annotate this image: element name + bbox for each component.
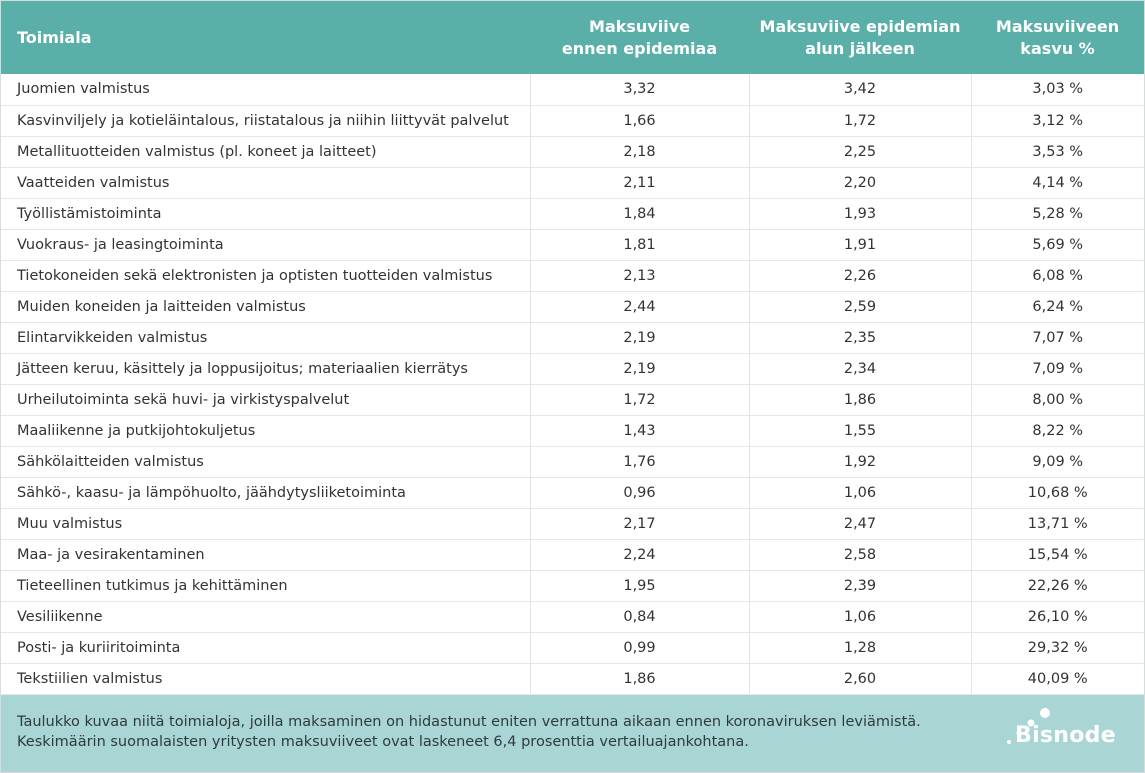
cell-before: 2,24 [530,539,749,570]
cell-growth: 8,00 % [971,384,1144,415]
cell-growth: 6,08 % [971,260,1144,291]
cell-before: 2,44 [530,291,749,322]
cell-after: 1,91 [749,229,971,260]
cell-toimiala: Kasvinviljely ja kotieläintalous, riistatalous ja niihin liittyvät palvelut [1,105,530,136]
cell-after: 1,93 [749,198,971,229]
table-row [1,384,1144,415]
cell-after: 1,55 [749,415,971,446]
cell-before: 0,96 [530,477,749,508]
header-before-line2: ennen epidemiaa [561,38,718,58]
cell-before: 1,81 [530,229,749,260]
header-before [530,1,749,74]
cell-before: 2,13 [530,260,749,291]
table-body [1,74,1144,694]
cell-toimiala: Maaliikenne ja putkijohtokuljetus [1,415,530,446]
cell-growth: 22,26 % [971,570,1144,601]
cell-growth: 5,28 % [971,198,1144,229]
cell-toimiala: Vesiliikenne [1,601,530,632]
cell-before: 1,76 [530,446,749,477]
cell-before: 2,17 [530,508,749,539]
cell-after: 2,58 [749,539,971,570]
cell-before: 1,86 [530,663,749,694]
table-row [1,663,1144,694]
table-row [1,74,1144,105]
cell-toimiala: Muiden koneiden ja laitteiden valmistus [1,291,530,322]
cell-toimiala: Sähkölaitteiden valmistus [1,446,530,477]
cell-after: 2,34 [749,353,971,384]
cell-after: 1,72 [749,105,971,136]
cell-toimiala: Urheilutoiminta sekä huvi- ja virkistyspalvelut [1,384,530,415]
data-table [1,1,1144,695]
header-toimiala [1,1,530,74]
table-row [1,291,1144,322]
cell-toimiala: Tietokoneiden sekä elektronisten ja optisten tuotteiden valmistus [1,260,530,291]
header-row [1,1,1144,74]
logo-text: Bisnode [1015,723,1116,748]
table-row [1,446,1144,477]
footnote-line1: Taulukko kuvaa niitä toimialoja, joilla maksaminen on hidastunut eniten verrattuna aikaan ennen koronaviruksen leviämistä. [17,714,921,730]
cell-toimiala: Muu valmistus [1,508,530,539]
cell-growth: 5,69 % [971,229,1144,260]
cell-after: 2,60 [749,663,971,694]
cell-toimiala: Metallituotteiden valmistus (pl. koneet ja laitteet) [1,136,530,167]
cell-after: 1,06 [749,477,971,508]
table-row [1,136,1144,167]
cell-before: 1,43 [530,415,749,446]
cell-toimiala: Juomien valmistus [1,74,530,105]
cell-toimiala: Vaatteiden valmistus [1,167,530,198]
cell-growth: 29,32 % [971,632,1144,663]
table-row [1,477,1144,508]
table-row [1,415,1144,446]
cell-before: 1,84 [530,198,749,229]
header-toimiala-label: Toimiala [17,27,92,47]
header-growth [971,1,1144,74]
cell-before: 1,95 [530,570,749,601]
table-header [1,1,1144,74]
table-row [1,570,1144,601]
header-after-line1: Maksuviive epidemian [759,16,961,36]
cell-after: 1,92 [749,446,971,477]
cell-growth: 3,03 % [971,74,1144,105]
cell-before: 3,32 [530,74,749,105]
table-row [1,322,1144,353]
cell-before: 2,18 [530,136,749,167]
table-row [1,632,1144,663]
cell-growth: 3,12 % [971,105,1144,136]
cell-toimiala: Tieteellinen tutkimus ja kehittäminen [1,570,530,601]
cell-toimiala: Elintarvikkeiden valmistus [1,322,530,353]
cell-growth: 7,09 % [971,353,1144,384]
header-before-line1: Maksuviive [589,16,690,36]
cell-after: 2,39 [749,570,971,601]
table-row [1,198,1144,229]
cell-before: 0,99 [530,632,749,663]
footer [1,695,1144,772]
cell-growth: 15,54 % [971,539,1144,570]
table-row [1,229,1144,260]
header-after-line2: alun jälkeen [805,38,915,58]
cell-toimiala: Tekstiilien valmistus [1,663,530,694]
cell-toimiala: Jätteen keruu, käsittely ja loppusijoitus; materiaalien kierrätys [1,353,530,384]
cell-before: 2,11 [530,167,749,198]
cell-before: 2,19 [530,353,749,384]
table-row [1,508,1144,539]
table-row [1,601,1144,632]
cell-growth: 10,68 % [971,477,1144,508]
cell-after: 2,47 [749,508,971,539]
cell-after: 3,42 [749,74,971,105]
cell-growth: 6,24 % [971,291,1144,322]
cell-growth: 13,71 % [971,508,1144,539]
cell-growth: 8,22 % [971,415,1144,446]
table-row [1,260,1144,291]
header-growth-line1: Maksuviiveen [995,16,1120,36]
table-row [1,167,1144,198]
table-row [1,353,1144,384]
cell-toimiala: Vuokraus- ja leasingtoiminta [1,229,530,260]
cell-after: 2,26 [749,260,971,291]
cell-toimiala: Sähkö-, kaasu- ja lämpöhuolto, jäähdytysliiketoiminta [1,477,530,508]
cell-before: 0,84 [530,601,749,632]
cell-toimiala: Posti- ja kuriiritoiminta [1,632,530,663]
cell-after: 2,25 [749,136,971,167]
cell-before: 1,66 [530,105,749,136]
footnote-line2: Keskimäärin suomalaisten yritysten maksuviiveet ovat laskeneet 6,4 prosenttia vertailuajankohtana. [17,734,749,750]
cell-growth: 7,07 % [971,322,1144,353]
cell-after: 1,86 [749,384,971,415]
cell-after: 2,35 [749,322,971,353]
cell-toimiala: Työllistämistoiminta [1,198,530,229]
cell-after: 1,28 [749,632,971,663]
cell-before: 2,19 [530,322,749,353]
header-after [749,1,971,74]
table-row [1,105,1144,136]
cell-before: 1,72 [530,384,749,415]
bisnode-logo [1001,705,1131,761]
cell-growth: 9,09 % [971,446,1144,477]
table-row [1,539,1144,570]
cell-growth: 40,09 % [971,663,1144,694]
cell-growth: 26,10 % [971,601,1144,632]
cell-after: 2,20 [749,167,971,198]
cell-after: 2,59 [749,291,971,322]
cell-growth: 4,14 % [971,167,1144,198]
header-growth-line2: kasvu % [1020,38,1095,58]
cell-after: 1,06 [749,601,971,632]
cell-toimiala: Maa- ja vesirakentaminen [1,539,530,570]
footnote [17,712,921,752]
cell-growth: 3,53 % [971,136,1144,167]
